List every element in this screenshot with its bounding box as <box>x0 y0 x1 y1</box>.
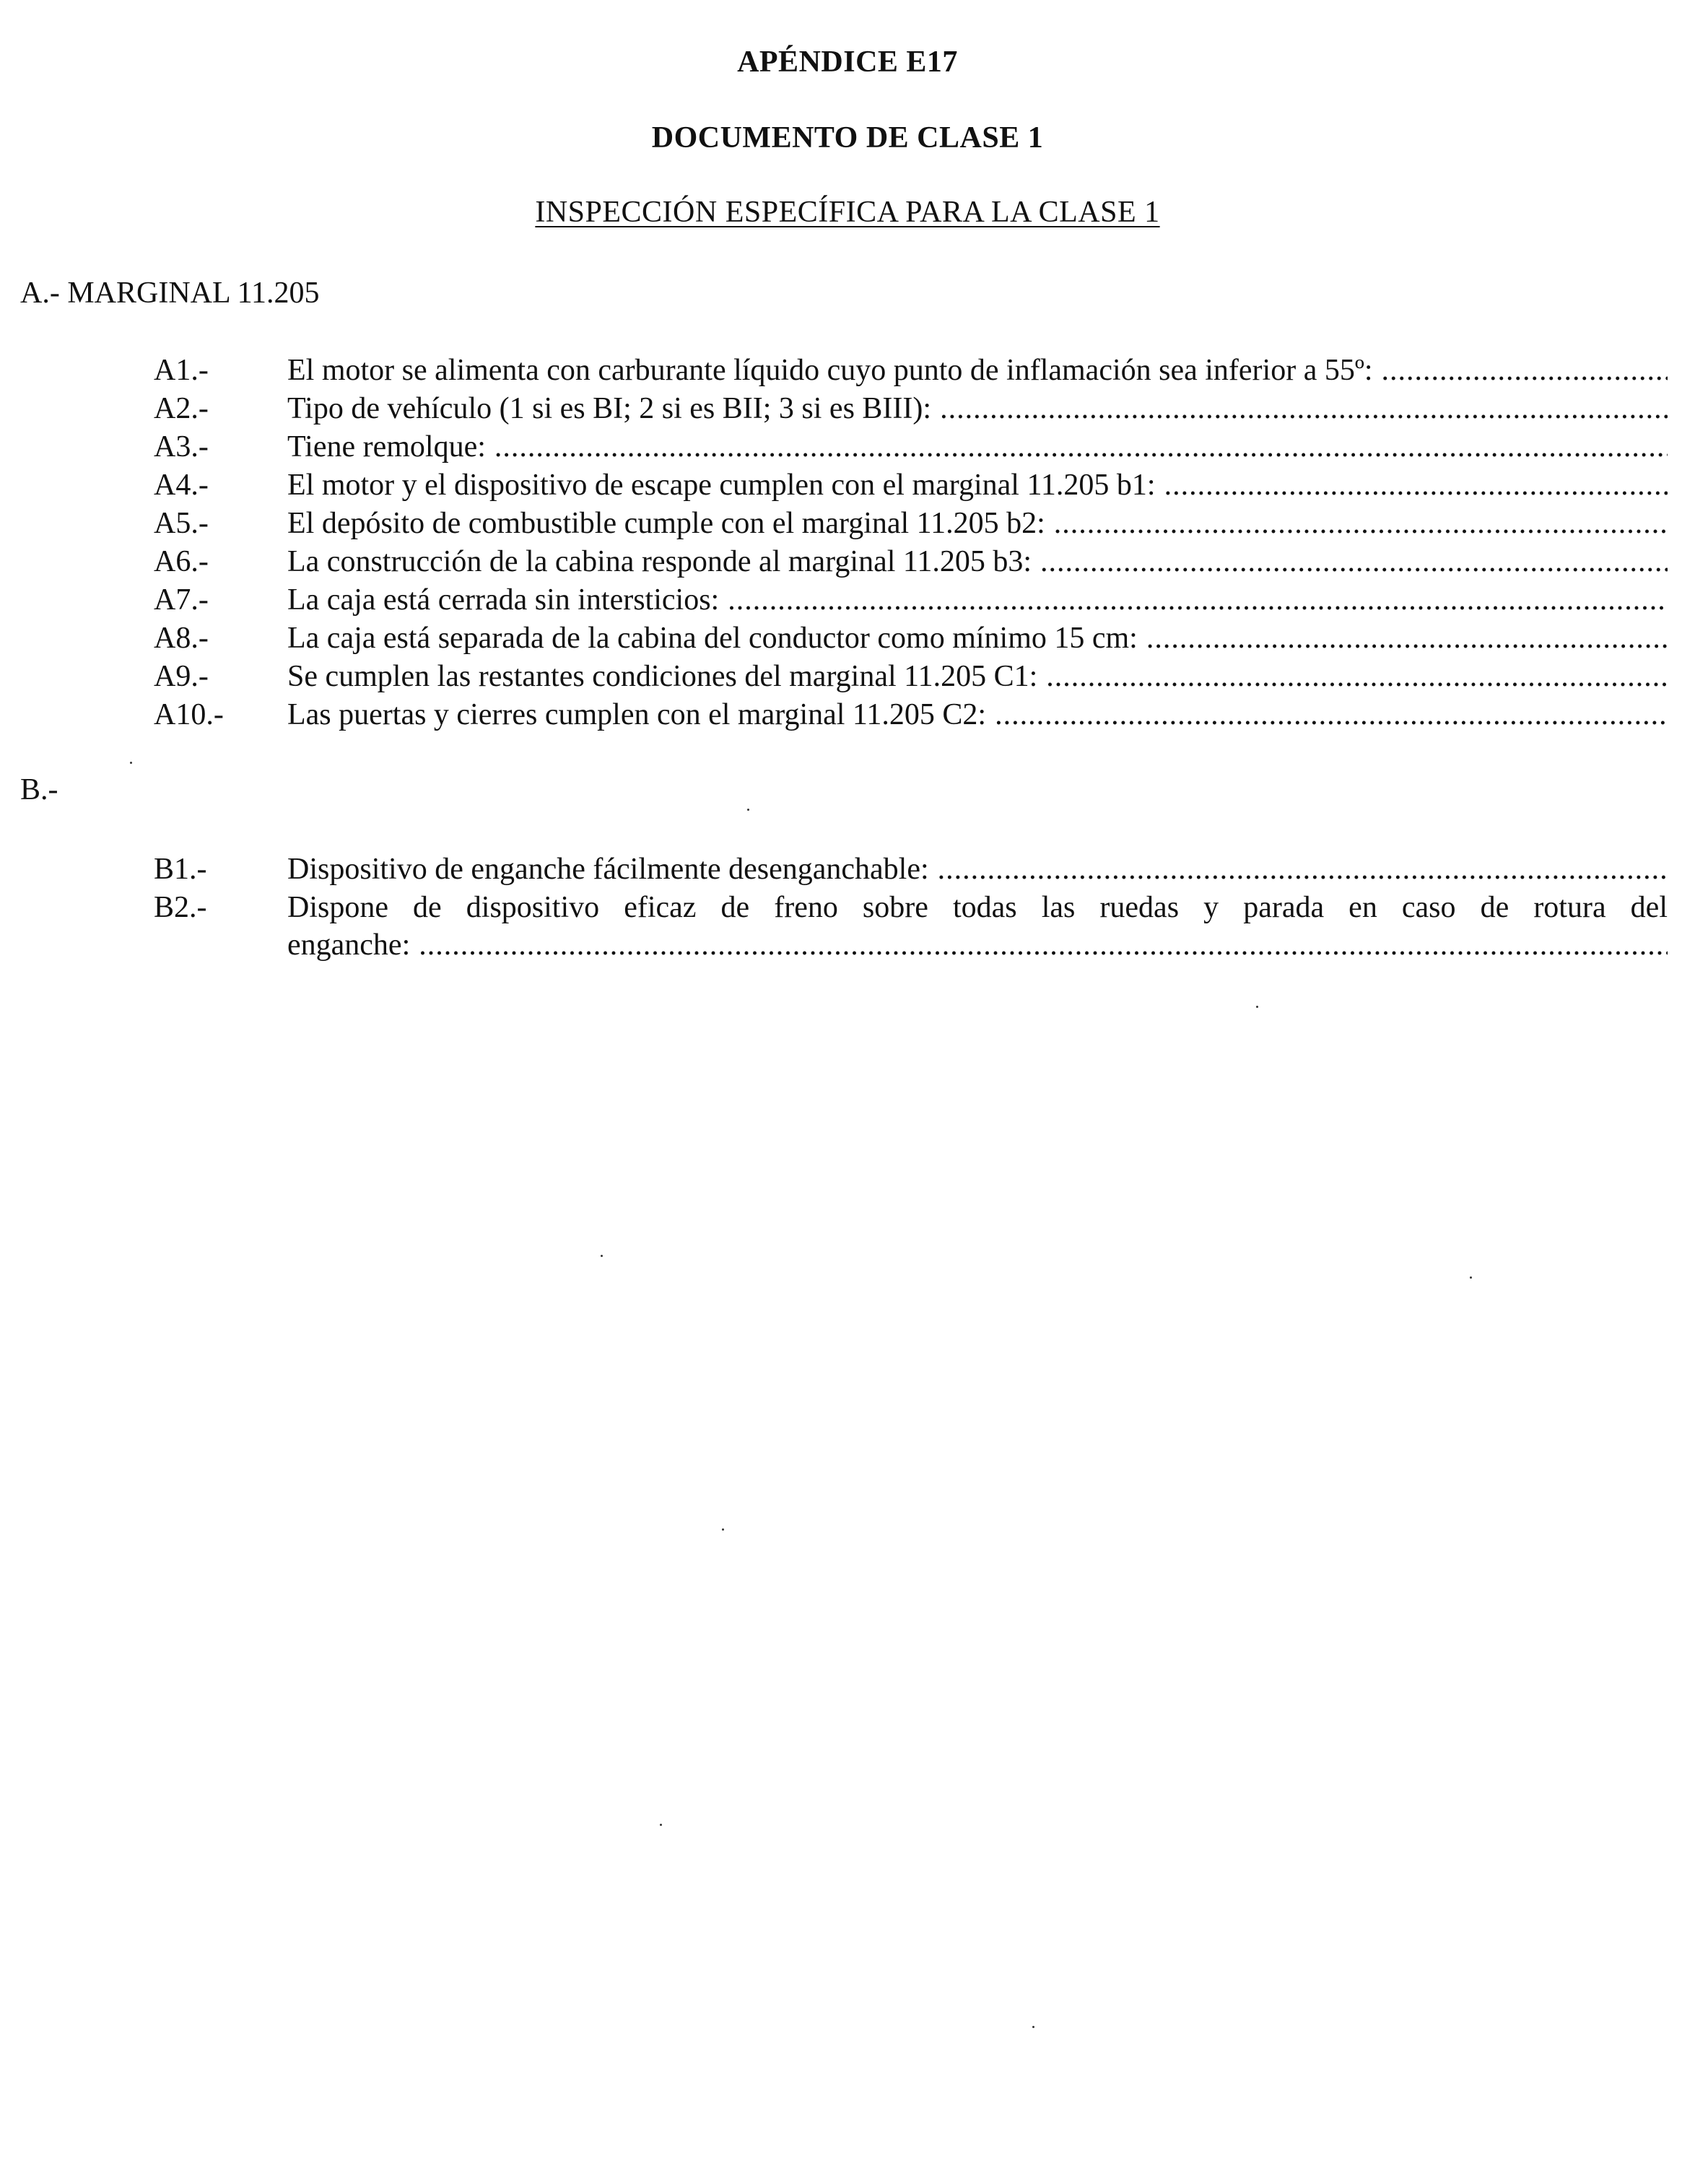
scan-speck <box>747 809 749 811</box>
item-text: Se cumplen las restantes condiciones del marginal 11.205 C1: <box>287 660 1038 693</box>
list-item-a6 <box>0 543 1695 580</box>
item-text-line1: Dispone de dispositivo eficaz de freno sobre todas las ruedas y parada en caso de rotura del <box>287 891 1668 924</box>
list-item-a1 <box>0 352 1695 389</box>
item-code: A9.- <box>154 660 209 693</box>
scan-speck <box>1032 2026 1034 2028</box>
dot-leader <box>494 428 1668 466</box>
dot-leader <box>1146 619 1668 657</box>
list-item-a2 <box>0 390 1695 427</box>
dot-leader <box>1164 466 1668 504</box>
list-item-a7 <box>0 581 1695 619</box>
item-code: A1.- <box>154 354 209 387</box>
list-item-a5 <box>0 505 1695 542</box>
appendix-title: APÉNDICE E17 <box>737 45 958 79</box>
dot-leader <box>419 926 1668 964</box>
section-b-label: B.- <box>20 773 58 806</box>
scan-speck <box>722 1528 724 1531</box>
dot-leader <box>1382 352 1668 389</box>
item-code: A10.- <box>154 698 224 731</box>
item-text: La construcción de la cabina responde al marginal 11.205 b3: <box>287 545 1032 578</box>
list-item-a3 <box>0 428 1695 466</box>
scan-speck <box>660 1824 662 1826</box>
item-text: La caja está cerrada sin intersticios: <box>287 583 720 617</box>
list-item-a9 <box>0 658 1695 695</box>
item-text: El depósito de combustible cumple con el marginal 11.205 b2: <box>287 507 1045 540</box>
item-text-line2: enganche: <box>287 928 411 962</box>
list-item-a8 <box>0 619 1695 657</box>
item-code: A8.- <box>154 622 209 655</box>
list-item-a10 <box>0 696 1695 734</box>
item-text: La caja está separada de la cabina del conductor como mínimo 15 cm: <box>287 622 1138 655</box>
item-code: A6.- <box>154 545 209 578</box>
scan-speck <box>130 762 132 764</box>
item-code: A5.- <box>154 507 209 540</box>
list-item-b1 <box>0 850 1695 888</box>
item-text: El motor y el dispositivo de escape cumplen con el marginal 11.205 b1: <box>287 469 1156 502</box>
item-text: Tiene remolque: <box>287 430 486 464</box>
dot-leader <box>1046 658 1668 695</box>
item-code: B2.- <box>154 891 207 924</box>
scan-speck <box>1256 1006 1258 1008</box>
item-code: A3.- <box>154 430 209 464</box>
dot-leader <box>940 390 1668 427</box>
item-code: A4.- <box>154 469 209 502</box>
dot-leader <box>1054 505 1668 542</box>
dot-leader <box>938 850 1668 888</box>
item-text: Las puertas y cierres cumplen con el marginal 11.205 C2: <box>287 698 987 731</box>
item-text: El motor se alimenta con carburante líquido cuyo punto de inflamación sea inferior a 55º: <box>287 354 1373 387</box>
section-a-label: A.- MARGINAL 11.205 <box>20 277 320 310</box>
item-code: A2.- <box>154 392 209 425</box>
list-item-a4 <box>0 466 1695 504</box>
scan-speck <box>1470 1276 1472 1279</box>
dot-leader <box>995 696 1668 734</box>
dot-leader <box>728 581 1668 619</box>
item-code: A7.- <box>154 583 209 617</box>
scan-speck <box>601 1255 603 1257</box>
item-text: Tipo de vehículo (1 si es BI; 2 si es BII; 3 si es BIII): <box>287 392 932 425</box>
section-heading: INSPECCIÓN ESPECÍFICA PARA LA CLASE 1 <box>535 196 1160 229</box>
dot-leader <box>1040 543 1668 580</box>
item-code: B1.- <box>154 853 207 886</box>
item-text: Dispositivo de enganche fácilmente desenganchable: <box>287 853 929 886</box>
document-subtitle: DOCUMENTO DE CLASE 1 <box>651 121 1044 155</box>
